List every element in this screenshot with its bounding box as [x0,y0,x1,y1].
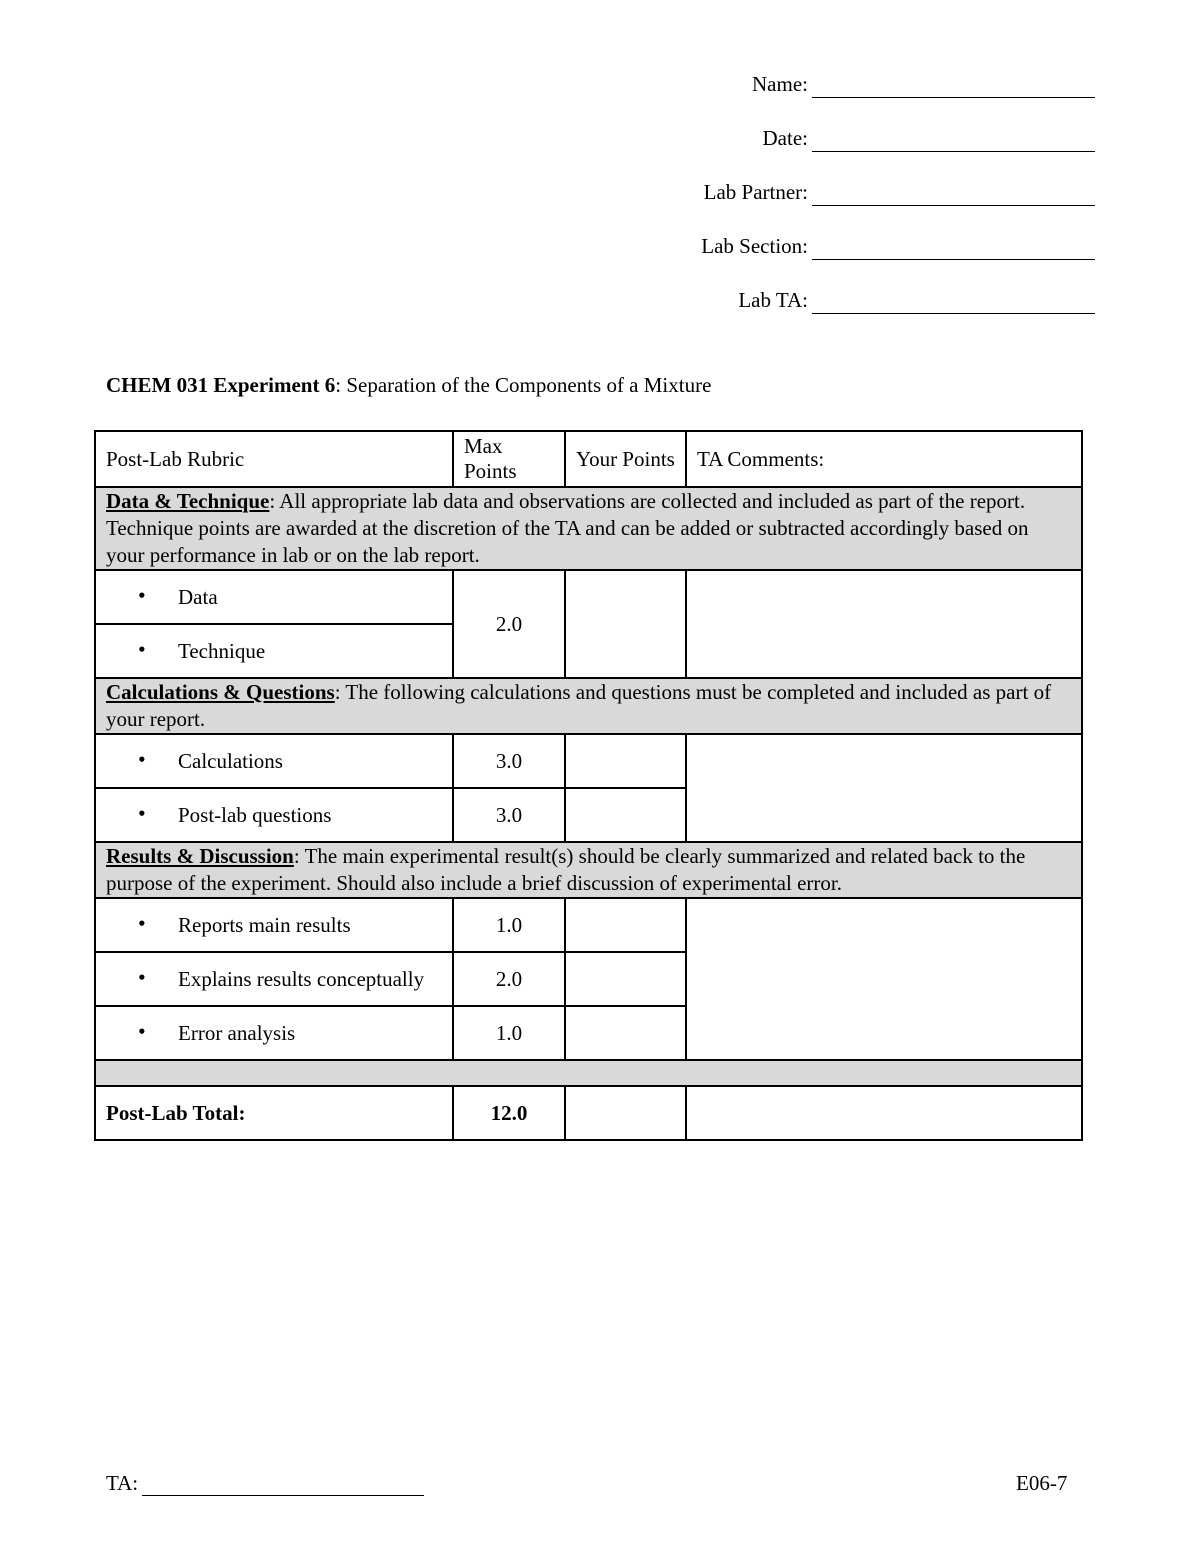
name-line[interactable] [812,97,1095,98]
section-heading: Results & Discussion [106,844,294,868]
table-row [95,898,1082,952]
total-row [95,1086,1082,1140]
item-label: • Technique [95,624,453,678]
lab-section-line[interactable] [812,259,1095,260]
your-points-cell[interactable] [565,570,686,678]
header-rubric: Post-Lab Rubric [95,431,453,487]
name-label: Name: [752,72,808,96]
spacer-row [95,1060,1082,1086]
section-text: : The main experimental result(s) should be clearly summarized and related back to the purpose of the experiment. Should also include a brief discussion of experimental error. [106,844,1026,895]
footer-ta-label: TA: [106,1471,139,1495]
total-your-points-cell[interactable] [565,1086,686,1140]
section-description [95,678,1082,734]
your-points-cell[interactable] [565,734,686,788]
section-description [95,842,1082,898]
max-points-cell: 1.0 [453,1006,565,1060]
ta-comments-cell[interactable] [686,898,1082,1060]
item-label: • Explains results conceptually [95,952,453,1006]
lab-ta-field [600,286,1100,340]
total-label: Post-Lab Total: [95,1086,453,1140]
date-line[interactable] [812,151,1095,152]
title-rest: : Separation of the Components of a Mixture [335,373,712,397]
rubric-table [94,430,1083,1141]
lab-partner-line[interactable] [812,205,1095,206]
max-points-cell: 3.0 [453,734,565,788]
your-points-cell[interactable] [565,952,686,1006]
your-points-cell[interactable] [565,788,686,842]
total-ta-comments-cell[interactable] [686,1086,1082,1140]
item-label: • Post-lab questions [95,788,453,842]
header-fields [600,70,1100,340]
date-label: Date: [762,126,808,150]
lab-ta-line[interactable] [812,313,1095,314]
document-title [106,373,711,398]
table-row [95,734,1082,788]
name-field [600,70,1100,124]
date-field [600,124,1100,178]
ta-comments-cell[interactable] [686,734,1082,842]
max-points-cell: 3.0 [453,788,565,842]
item-label: • Calculations [95,734,453,788]
item-label: • Data [95,570,453,624]
section-data-technique [95,487,1082,570]
page-number: E06-7 [1016,1471,1068,1495]
header-max-points: Max Points [453,431,565,487]
lab-ta-label: Lab TA: [738,288,808,312]
ta-comments-cell[interactable] [686,570,1082,678]
lab-section-field [600,232,1100,286]
item-label: • Reports main results [95,898,453,952]
footer-ta-field [106,1471,424,1496]
section-text: : The following calculations and questions must be completed and included as part of your report. [106,680,1052,731]
section-results-discussion [95,842,1082,898]
your-points-cell[interactable] [565,898,686,952]
section-heading: Data & Technique [106,489,270,513]
table-header-row [95,431,1082,487]
section-description [95,487,1082,570]
header-your-points: Your Points [565,431,686,487]
max-points-cell: 2.0 [453,570,565,678]
table-row [95,570,1082,624]
footer-ta-line[interactable] [142,1475,424,1496]
item-label: • Error analysis [95,1006,453,1060]
your-points-cell[interactable] [565,1006,686,1060]
title-bold: CHEM 031 Experiment 6 [106,373,336,397]
lab-partner-field [600,178,1100,232]
max-points-cell: 2.0 [453,952,565,1006]
lab-partner-label: Lab Partner: [703,180,808,204]
max-points-cell: 1.0 [453,898,565,952]
section-calculations-questions [95,678,1082,734]
header-ta-comments: TA Comments: [686,431,1082,487]
lab-section-label: Lab Section: [701,234,808,258]
section-text: : All appropriate lab data and observations are collected and included as part of the report. Technique points are awarded at the discretion of the TA and can be added or subtracted accordingly based on your performance in lab or on the lab report. [106,489,1029,567]
total-max-points: 12.0 [453,1086,565,1140]
section-heading: Calculations & Questions [106,680,335,704]
